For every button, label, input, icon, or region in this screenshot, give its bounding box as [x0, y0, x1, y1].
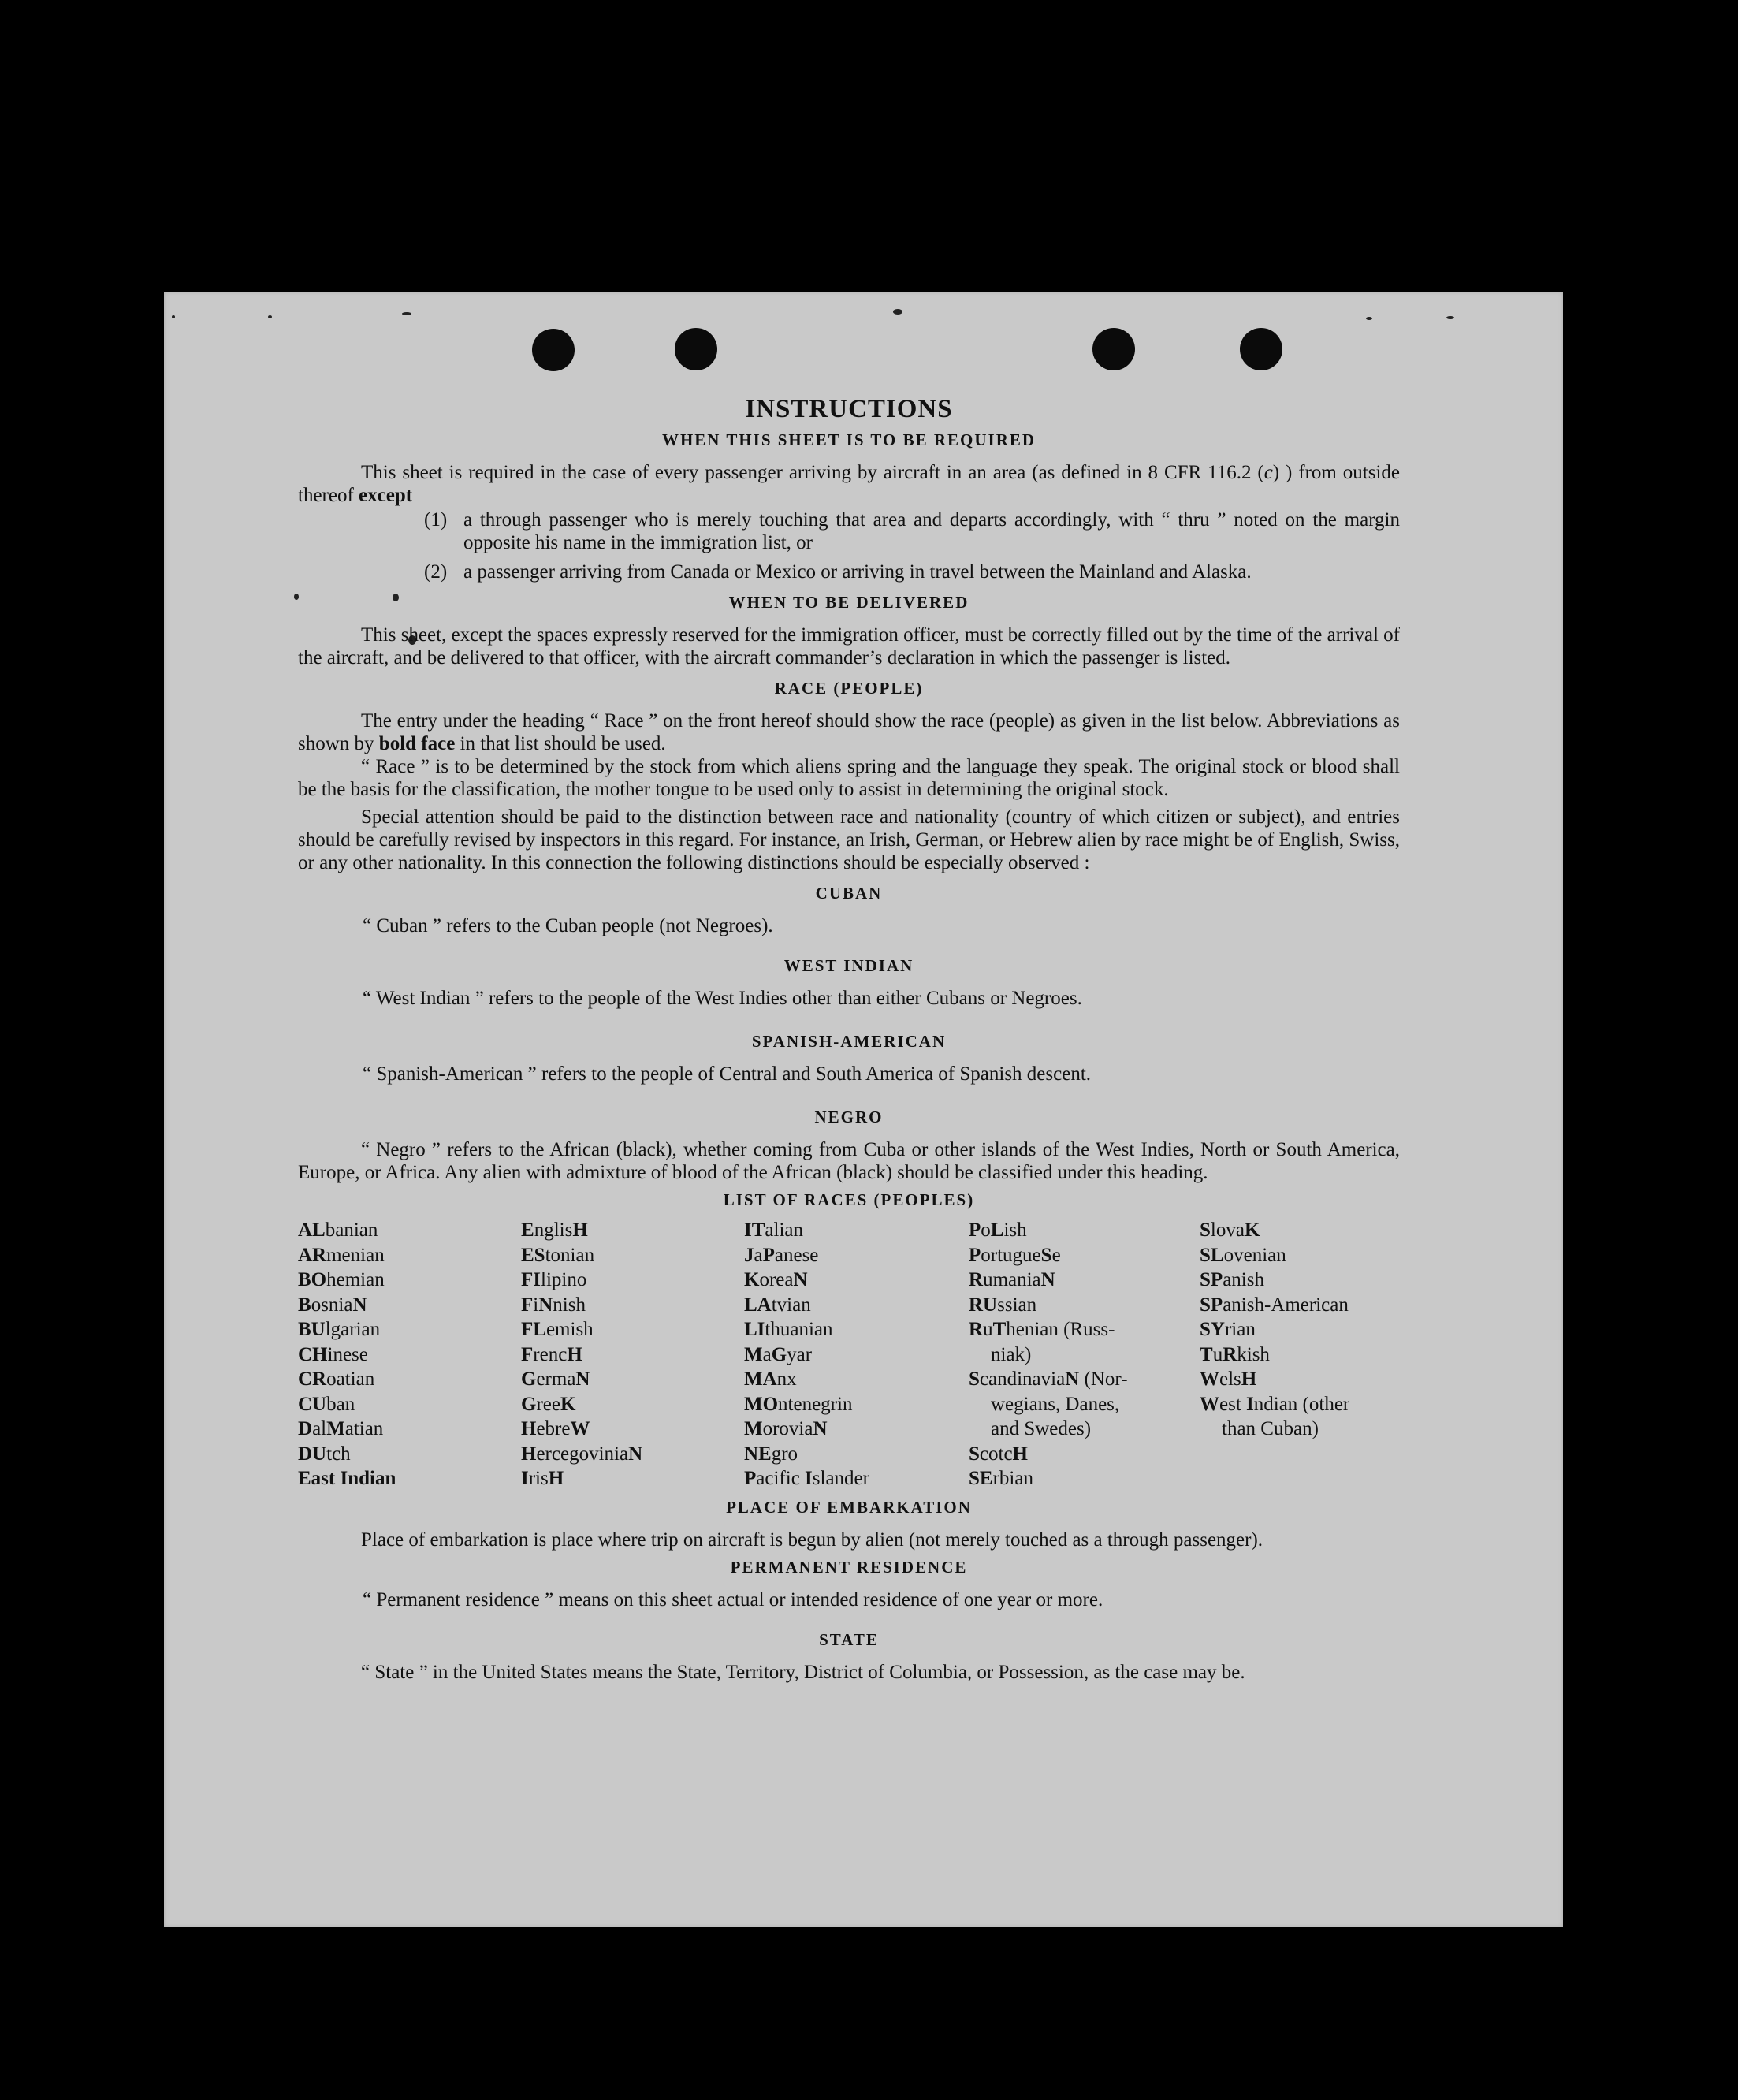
race-entry: CUban — [298, 1393, 355, 1415]
race-entry: HercegoviniaN — [521, 1443, 643, 1465]
race-paragraph-2: “ Race ” is to be determined by the stock from which aliens spring and the language they speak. The original stock or blood shall be the basis for the classification, the mother tongue to be used only to assist in determining the original stock. — [298, 756, 1400, 800]
required-intro: This sheet is required in the case of every passenger arriving by aircraft in an area (as defined in 8 CFR 116.2 (c) ) from outside thereof except — [298, 462, 1400, 506]
race-column — [969, 1218, 1200, 1491]
speck — [172, 315, 175, 318]
race-entry: niak) — [991, 1343, 1032, 1365]
delivered-text: This sheet, except the spaces expressly reserved for the immigration officer, must be correctly filled out by the time of the arrival of the aircraft, and be delivered to that officer, with the aircraft commander’s declaration in which the passenger is listed. — [298, 624, 1400, 668]
race-entry: East Indian — [298, 1468, 396, 1489]
race-entry: RumaniaN — [969, 1269, 1055, 1290]
residence-text: “ Permanent residence ” means on this sheet actual or intended residence of one year or more. — [363, 1588, 1103, 1610]
race-entry: MAnx — [744, 1368, 797, 1390]
race-entry: SYrian — [1200, 1319, 1256, 1340]
race-entry: PoLish — [969, 1219, 1027, 1241]
race-entry: ScotcH — [969, 1443, 1028, 1465]
race-entry: EStonian — [521, 1244, 595, 1266]
race-column — [1200, 1218, 1400, 1491]
state-text: “ State ” in the United States means the State, Territory, District of Columbia, or Possession, as the case may be. — [361, 1661, 1245, 1683]
spanish-american-text: “ Spanish-American ” refers to the people of Central and South America of Spanish descent. — [363, 1063, 1092, 1085]
negro-text: “ Negro ” refers to the African (black), whether coming from Cuba or other islands of the West Indies, North or South America, Europe, or Africa. Any alien with admixture of blood of the African (black) should be classified under this heading. — [298, 1139, 1400, 1183]
race-entry: RUssian — [969, 1294, 1037, 1316]
race-entry: MOntenegrin — [744, 1393, 853, 1415]
race-entry: FIlipino — [521, 1269, 587, 1290]
speck — [268, 315, 272, 318]
section-heading: STATE — [819, 1629, 879, 1649]
section-heading: WHEN THIS SHEET IS TO BE REQUIRED — [661, 430, 1036, 449]
race-entry: HebreW — [521, 1418, 590, 1439]
punch-hole — [532, 329, 575, 371]
race-entry: RuThenian (Russ- — [969, 1319, 1115, 1340]
race-column — [521, 1218, 744, 1491]
race-entry: WelsH — [1200, 1368, 1257, 1390]
race-entry: KoreaN — [744, 1269, 808, 1290]
race-entry: MoroviaN — [744, 1418, 828, 1439]
race-entry: FLemish — [521, 1319, 594, 1340]
embarkation-text: Place of embarkation is place where trip on aircraft is begun by alien (not merely touched as a through passenger). — [361, 1528, 1263, 1551]
race-entry: EnglisH — [521, 1219, 588, 1241]
race-entry: SlovaK — [1200, 1219, 1260, 1241]
race-paragraph-3: Special attention should be paid to the distinction between race and nationality (country of which citizen or subject), and entries should be carefully revised by inspectors in this regard. For instance, an Irish, German, or Hebrew alien by race might be of English, Swiss, or any other nationality. In this connection the following distinctions should be especially observed : — [298, 806, 1400, 873]
page-title: INSTRUCTIONS — [745, 395, 953, 423]
race-entry: MaGyar — [744, 1343, 813, 1365]
race-entry: CRoatian — [298, 1368, 375, 1390]
race-entry: BOhemian — [298, 1269, 385, 1290]
section-heading: LIST OF RACES (PEOPLES) — [723, 1190, 975, 1209]
race-entry: ARmenian — [298, 1244, 385, 1266]
race-entry: BUlgarian — [298, 1319, 381, 1340]
race-entry: IrisH — [521, 1468, 564, 1489]
race-entry: SPanish-American — [1200, 1294, 1349, 1316]
race-entry: LAtvian — [744, 1294, 811, 1316]
speck — [893, 309, 902, 315]
exception-item-2: (2) a passenger arriving from Canada or Mexico or arriving in travel between the Mainland and Alaska. — [424, 561, 1252, 583]
race-entry: ALbanian — [298, 1219, 378, 1241]
race-entry: than Cuban) — [1222, 1418, 1319, 1439]
races-list — [298, 1218, 1400, 1491]
race-entry: LIthuanian — [744, 1319, 833, 1340]
race-entry: BosniaN — [298, 1294, 367, 1316]
race-entry: FiNnish — [521, 1294, 586, 1316]
section-heading: SPANISH-AMERICAN — [751, 1032, 947, 1051]
race-entry: wegians, Danes, — [991, 1393, 1120, 1415]
section-heading: NEGRO — [814, 1108, 884, 1126]
race-entry: ITalian — [744, 1219, 803, 1241]
section-heading: RACE (PEOPLE) — [774, 679, 924, 698]
speck — [1366, 317, 1372, 320]
race-entry: GermaN — [521, 1368, 590, 1390]
punch-hole — [675, 328, 717, 370]
race-column — [744, 1218, 969, 1491]
section-heading: WEST INDIAN — [783, 956, 914, 975]
race-entry: TuRkish — [1200, 1343, 1270, 1365]
section-heading: WHEN TO BE DELIVERED — [728, 593, 969, 612]
race-entry: ScandinaviaN (Nor- — [969, 1368, 1128, 1390]
section-heading: PERMANENT RESIDENCE — [730, 1557, 968, 1577]
race-paragraph-1: The entry under the heading “ Race ” on the front hereof should show the race (people) as given in the list below. Abbreviations as shown by bold face in that list should be used. — [298, 710, 1400, 754]
document-page — [164, 292, 1563, 1927]
race-entry: West Indian (other — [1200, 1393, 1350, 1415]
race-entry: FrencH — [521, 1343, 582, 1365]
race-entry: SPanish — [1200, 1269, 1264, 1290]
race-entry: and Swedes) — [991, 1418, 1092, 1439]
race-entry: SLovenian — [1200, 1244, 1286, 1266]
race-entry: Pacific Islander — [744, 1468, 869, 1489]
race-entry: NEgro — [744, 1443, 798, 1465]
race-entry: JaPanese — [744, 1244, 819, 1266]
race-entry: DalMatian — [298, 1418, 384, 1439]
instructions-content — [298, 395, 1400, 1684]
race-entry: PortugueSe — [969, 1244, 1061, 1266]
speck — [402, 312, 411, 315]
race-entry: GreeK — [521, 1393, 576, 1415]
punch-hole — [1240, 328, 1282, 370]
section-heading: PLACE OF EMBARKATION — [726, 1497, 972, 1517]
race-entry: CHinese — [298, 1343, 368, 1365]
section-heading: CUBAN — [815, 884, 883, 903]
race-column — [298, 1218, 521, 1491]
exception-item-1: (1) a through passenger who is merely touching that area and departs accordingly, with “ thru ” noted on the margin opposite his name in the immigration list, or — [424, 509, 1400, 553]
punch-hole — [1092, 328, 1135, 370]
speck — [1446, 316, 1454, 319]
cuban-text: “ Cuban ” refers to the Cuban people (not Negroes). — [363, 915, 773, 936]
race-entry: DUtch — [298, 1443, 351, 1465]
west-indian-text: “ West Indian ” refers to the people of the West Indies other than either Cubans or Negroes. — [363, 988, 1082, 1009]
race-entry: SErbian — [969, 1468, 1033, 1489]
